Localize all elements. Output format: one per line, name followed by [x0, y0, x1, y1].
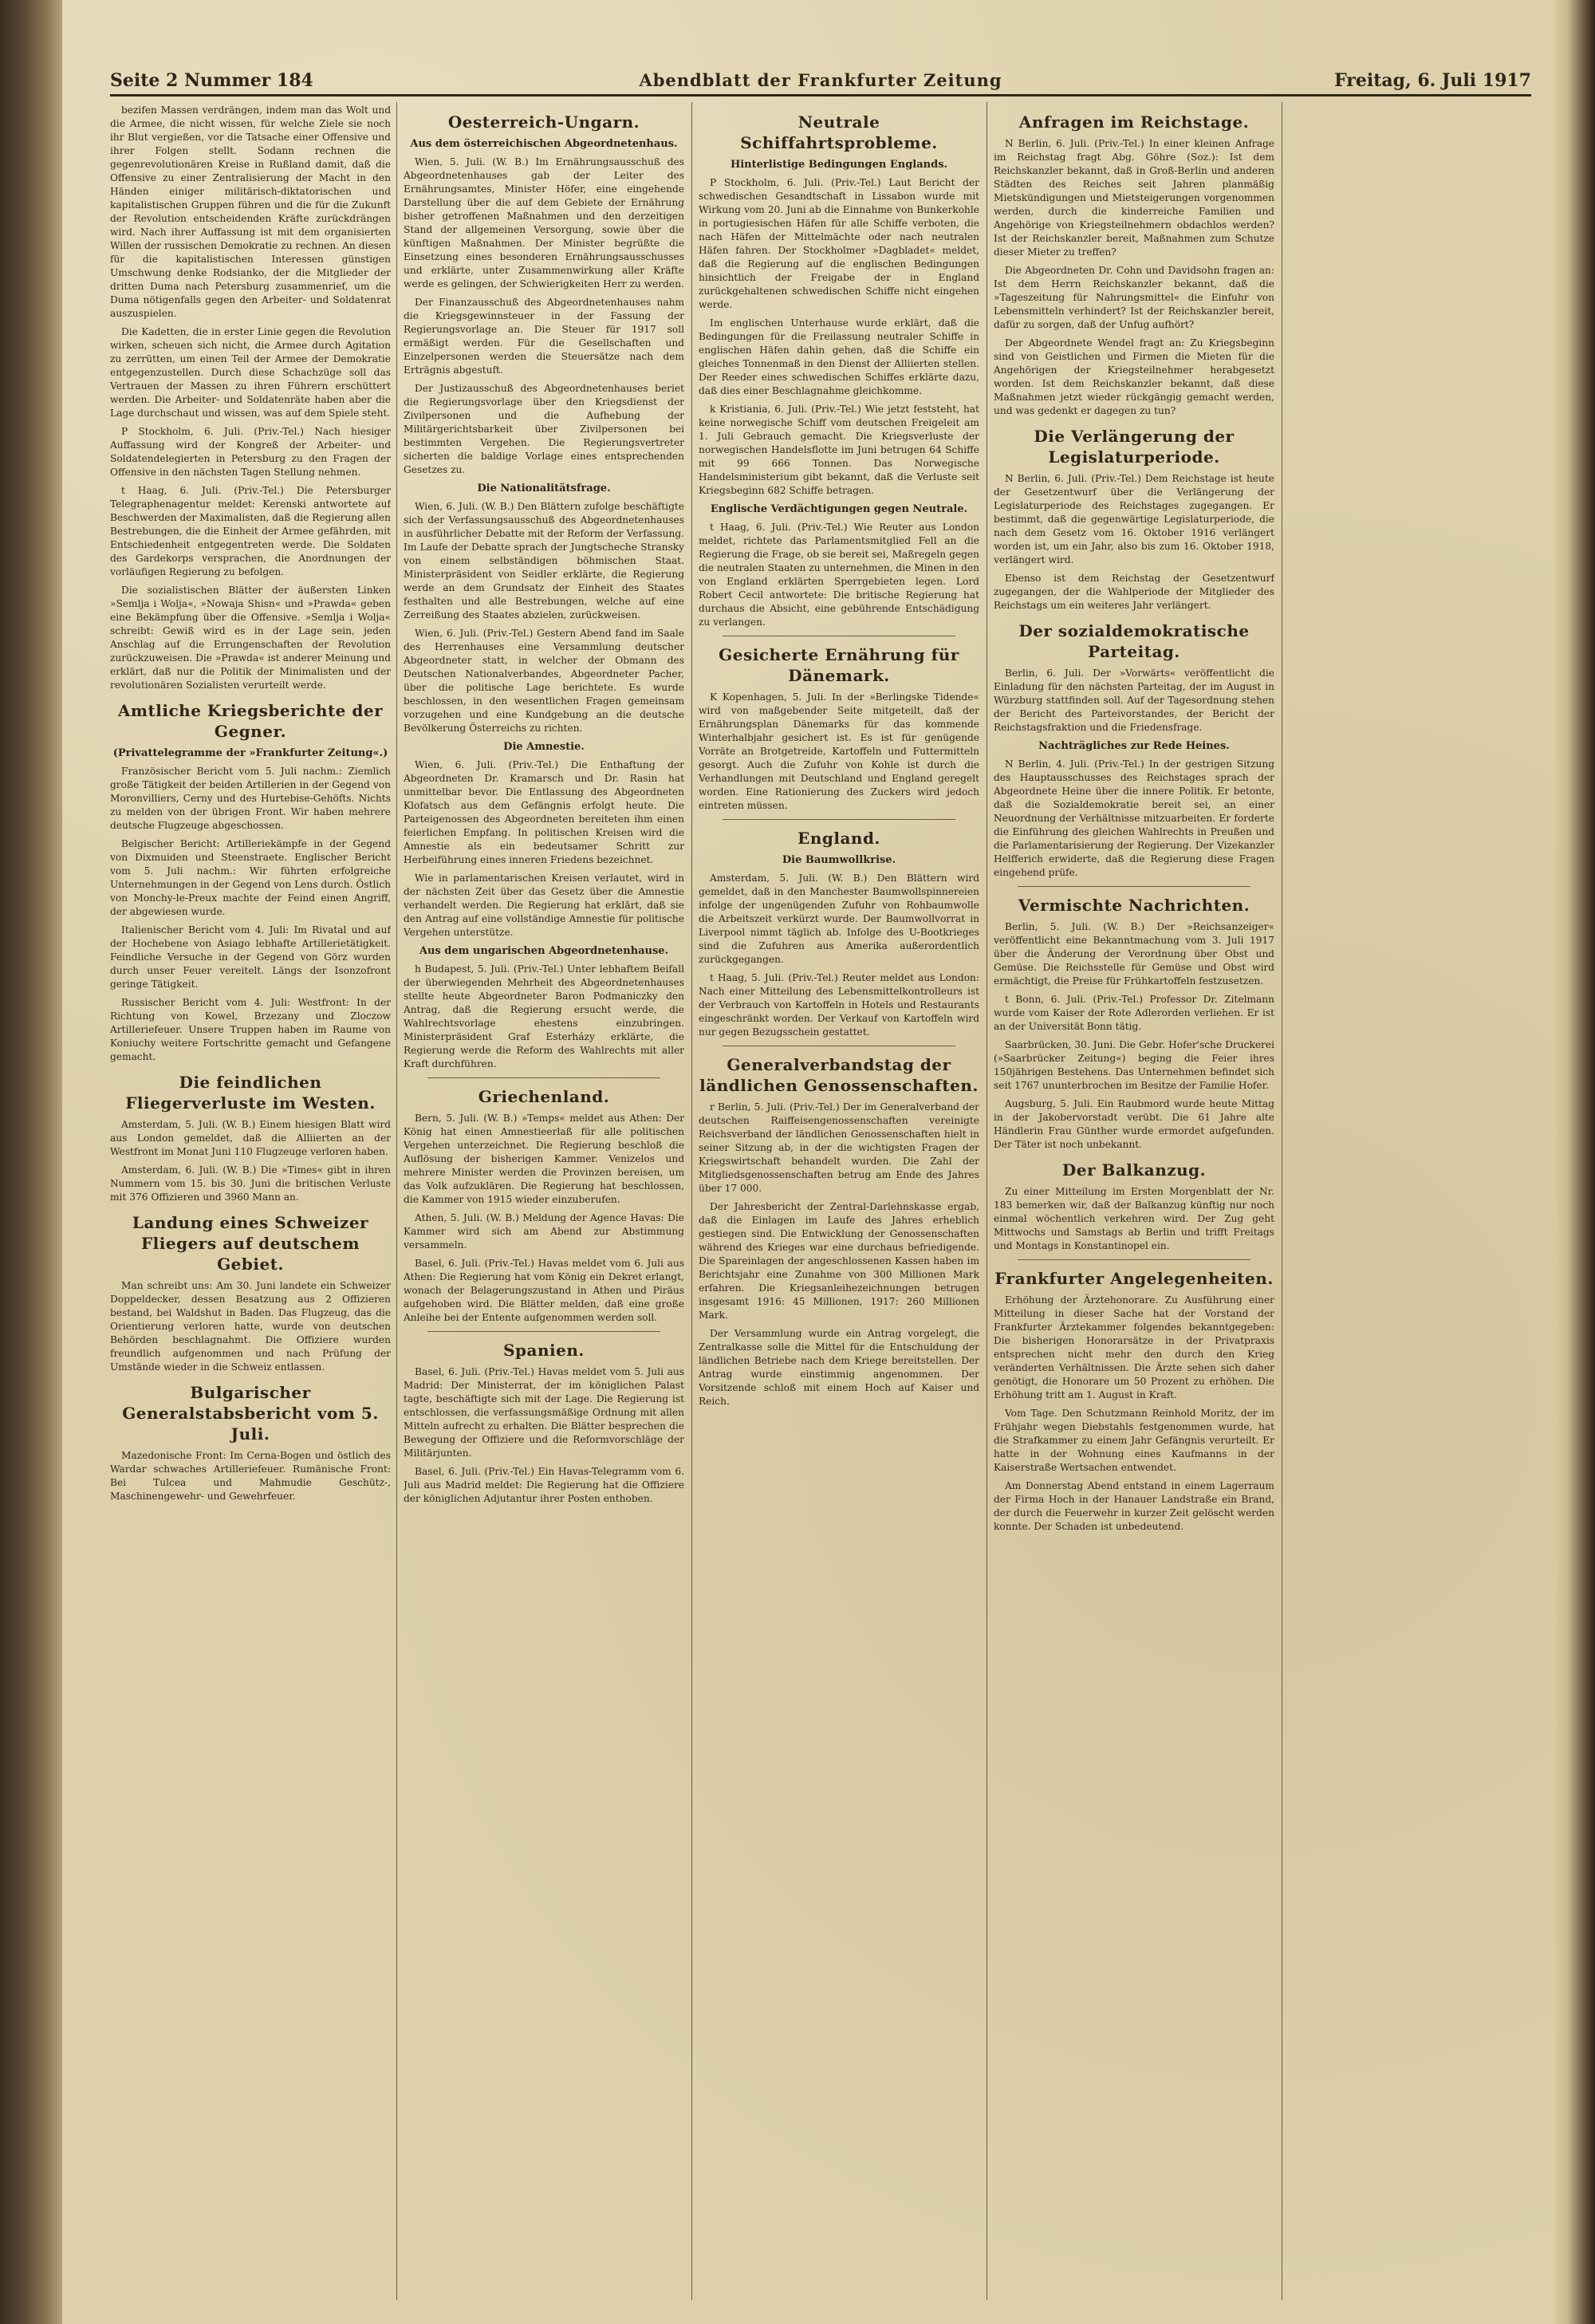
article-paragraph: Bern, 5. Juli. (W. B.) »Temps« meldet aus Athen: Der König hat einen Amnestieerlaß für alle politischen Vergehen unterzeichnet. Die Regierung beschloß die Auflösung der bisherigen Kammer. Venizelos und mehrere Minister werden die Provinzen bereisen, um das Volk aufzuklären. Die Regierung hat beschlossen, die Kammer von 1915 wieder einzuberufen. — [404, 1113, 684, 1205]
section-divider — [723, 819, 955, 820]
section-heading: Neutrale Schiffahrtsprobleme. — [740, 112, 938, 152]
article-paragraph: N Berlin, 4. Juli. (Priv.-Tel.) In der gestrigen Sitzung des Hauptausschusses des Reichstages sprach der Abgeordnete Heine über die innere Politik. Er betonte, daß die Sozialdemokratie bereit sei, an einer Neuordnung der Verhältnisse mitzuarbeiten. Er forderte die Einführung des gleichen Wahlrechts in Preußen und die Parlamentarisierung der Regierung. Der Vizekanzler Helfferich erwiderte, daß die Regierung diese Fragen eingehend prüfe. — [994, 758, 1274, 878]
section-heading: Die Verlängerung der Legislaturperiode. — [1034, 427, 1235, 467]
article-paragraph: Wien, 6. Juli. (Priv.-Tel.) Die Enthaftung der Abgeordneten Dr. Kramarsch und Dr. Rasin hat unmittelbar bevor. Die Entlassung des Abgeordneten Klofatsch aus dem Gefängnis erfolgt heute. Die Parteigenossen des Abgeordneten bereiteten ihm einen feierlichen Empfang. In politischen Kreisen wird die Amnestie als ein bedeutsamer Schritt zur Herbeiführung eines inneren Friedens bezeichnet. — [404, 759, 684, 865]
section-heading: Gesicherte Ernährung für Dänemark. — [719, 645, 959, 685]
newspaper-title: Abendblatt der Frankfurter Zeitung — [639, 70, 1002, 90]
article-paragraph: Amsterdam, 5. Juli. (W. B.) Den Blättern wird gemeldet, daß in den Manchester Baumwollspinnereien infolge der ungenügenden Zufuhr von Rohbaumwolle die Arbeitszeit verkürzt wurde. Der Baumwollvorrat in Liverpool nimmt täglich ab. Infolge des U-Bootkrieges sind die Zufuhren aus Amerika außerordentlich zurückgegangen. — [699, 872, 979, 965]
article-paragraph: Die Abgeordneten Dr. Cohn und Davidsohn fragen an: Ist dem Herrn Reichskanzler bekannt, daß die »Tageszeitung für Nahrungsmittel« die Einfuhr von Lebensmitteln verhindert? Ist der Reichskanzler bereit, dafür zu sorgen, daß der Unfug aufhört? — [994, 265, 1274, 330]
article-paragraph: t Bonn, 6. Juli. (Priv.-Tel.) Professor Dr. Zitelmann wurde vom Kaiser der Rote Adlerorden verliehen. Er ist an der Universität Bonn tätig. — [994, 994, 1274, 1032]
article-paragraph: Amsterdam, 5. Juli. (W. B.) Einem hiesigen Blatt wird aus London gemeldet, daß die Alliierten an der Westfront im Monat Juni 110 Flugzeuge verloren haben. — [110, 1119, 391, 1157]
section-subheading: Englische Verdächtigungen gegen Neutrale. — [710, 503, 968, 515]
article-paragraph: Ebenso ist dem Reichstag der Gesetzentwurf zugegangen, der die Wahlperiode der Mitglieder des Reichstags um ein weiteres Jahr verlängert. — [994, 573, 1274, 611]
section-heading: Bulgarischer Generalstabsbericht vom 5. Juli. — [122, 1383, 379, 1444]
article-paragraph: Zu einer Mitteilung im Ersten Morgenblatt der Nr. 183 bemerken wir, daß der Balkanzug künftig nur noch einmal wöchentlich verkehren wird. Der Zug geht Mittwochs und Samstags ab Berlin und trifft Freitags und Montags in Konstantinopel ein. — [994, 1186, 1274, 1251]
article-paragraph: Basel, 6. Juli. (Priv.-Tel.) Havas meldet vom 6. Juli aus Athen: Die Regierung hat vom König ein Dekret erlangt, wonach der Belagerungszustand in Athen und Piräus aufgehoben wird. Die Blätter melden, daß eine große Anleihe bei der Entente aufgenommen werden soll. — [404, 1258, 684, 1323]
article-paragraph: Erhöhung der Ärztehonorare. Zu Ausführung einer Mitteilung in dieser Sache hat der Vorstand der Frankfurter Ärztekammer folgendes bekanntgegeben: Die bisherigen Honorarsätze in der Privatpraxis entsprechen nicht mehr den durch den Krieg veränderten Verhältnissen. Die Ärzte sehen sich daher genötigt, die Honorare um 50 Prozent zu erhöhen. Die Erhöhung tritt am 1. August in Kraft. — [994, 1294, 1274, 1400]
article-paragraph: Der Finanzausschuß des Abgeordnetenhauses nahm die Kriegsgewinnsteuer in der Fassung der Regierungsvorlage an. Die Steuer für 1917 soll ermäßigt werden. Für die Gesellschaften und Einzelpersonen werden die Steuersätze nach dem Erträgnis abgestuft. — [404, 297, 684, 376]
section-heading: Amtliche Kriegsberichte der Gegner. — [117, 701, 384, 741]
column-divider — [396, 102, 397, 2300]
article-paragraph: Wie in parlamentarischen Kreisen verlautet, wird in der nächsten Zeit über das Gesetz über die Amnestie verhandelt werden. Die Regierung hat erklärt, daß sie den Antrag auf eine vollständige Amnestie für politische Vergehen unterstütze. — [404, 872, 684, 938]
section-divider — [1018, 1259, 1250, 1260]
section-heading: Der Balkanzug. — [1061, 1160, 1207, 1180]
article-paragraph: Vom Tage. Den Schutzmann Reinhold Moritz, der im Frühjahr wegen Diebstahls festgenommen wurde, hat die Strafkammer zu einem Jahr Gefängnis verurteilt. Er hatte in der Wohnung eines Kaufmanns in der Kaiserstraße Wertsachen entwendet. — [994, 1408, 1274, 1473]
column-2 — [404, 104, 684, 2300]
article-paragraph: Italienischer Bericht vom 4. Juli: Im Rivatal und auf der Hochebene von Asiago lebhafte Artillerietätigkeit. Feindliche Versuche in der Gegend von Görz wurden durch unser Feuer vereitelt. Längs der Isonzofront geringe Tätigkeit. — [110, 924, 391, 990]
article-paragraph: P Stockholm, 6. Juli. (Priv.-Tel.) Nach hiesiger Auffassung wird der Kongreß der Arbeiter- und Soldatendelegierten in Petersburg zu den Fragen der Offensive in den nächsten Tagen Stellung nehmen. — [110, 426, 391, 478]
article-paragraph: Man schreibt uns: Am 30. Juni landete ein Schweizer Doppeldecker, dessen Besatzung aus 2 Offizieren bestand, bei Waldshut in Baden. Das Flugzeug, das die Orientierung verloren hatte, wurde von deutschen Behörden beschlagnahmt. Die Offiziere wurden freundlich aufgenommen und nach Prüfung der Umstände wieder in die Schweiz entlassen. — [110, 1280, 391, 1373]
section-heading: Der sozialdemokratische Parteitag. — [1018, 621, 1250, 661]
article-paragraph: Der Abgeordnete Wendel fragt an: Zu Kriegsbeginn sind von Geistlichen und Firmen die Mieten für die Angehörigen der Kriegsteilnehmer herabgesetzt worden. Ist dem Reichskanzler bekannt, daß diese Maßnahmen jetzt wieder rückgängig gemacht werden, und was gedenkt er dagegen zu tun? — [994, 337, 1274, 416]
article-paragraph: Berlin, 6. Juli. Der »Vorwärts« veröffentlicht die Einladung für den nächsten Parteitag, der im August in Würzburg stattfinden soll. Auf der Tagesordnung stehen der Bericht des Parteivorstandes, der Bericht der Reichstagsfraktion und die Friedensfrage. — [994, 668, 1274, 733]
section-heading: England. — [798, 829, 880, 848]
article-paragraph: Der Jahresbericht der Zentral-Darlehnskasse ergab, daß die Einlagen im Laufe des Jahres erheblich gestiegen sind. Die Entwicklung der Genossenschaften während des Krieges war eine durchaus befriedigende. Die Spareinlagen der angeschlossenen Kassen haben im Berichtsjahr eine Zunahme von 300 Millionen Mark erfahren. Die Kriegsanleihezeichnungen betrugen insgesamt 1916: 45 Millionen, 1917: 260 Millionen Mark. — [699, 1201, 979, 1321]
section-subheading: Aus dem österreichischen Abgeordnetenhaus. — [410, 138, 678, 150]
article-paragraph: bezifen Massen verdrängen, indem man das Wolt und die Armee, die nicht wissen, für welche Ziele sie noch ihr Blut vergießen, vor die Tatsache einer Offensive und ihrer Folgen stellt. Sodann rechnen die gegenrevolutionären Kreise in Rußland damit, daß die Offensive zu einer Zentralisierung der Macht in den Händen einiger militärisch-diktatorischen und kapitalistischen Gruppen führen und die für die Zukunft der Revolution entscheidenden Kräfte zurückdrängen wird. Nach ihrer Auffassung ist mit dem organisierten Willen der russischen Demokratie zu rechnen. An diesen für die kapitalistischen Interessen günstigen Umschwung denke Rodsianko, der die Mitglieder der dritten Duma nach Petersburg zusammenrief, um die Duma nötigenfalls gegen den Arbeiter- und Soldatenrat auszuspielen. — [110, 104, 391, 319]
article-paragraph: Berlin, 5. Juli. (W. B.) Der »Reichsanzeiger« veröffentlicht eine Bekanntmachung vom 3. Juli 1917 über die Änderung der Verordnung über Obst und Gemüse. Die Reichsstelle für Gemüse und Obst wird ermächtigt, die Preise für Frühkartoffeln festzusetzen. — [994, 921, 1274, 987]
article-paragraph: h Budapest, 5. Juli. (Priv.-Tel.) Unter lebhaftem Beifall der überwiegenden Mehrheit des Abgeordnetenhauses stellte heute Abgeordneter Baron Podmaniczky den Antrag, daß die Regierung ersucht werde, die Wahlrechtsvorlage ehestens einzubringen. Ministerpräsident Graf Esterházy erklärte, die Regierung werde die Reform des Wahlrechts mit aller Kraft durchführen. — [404, 963, 684, 1069]
article-paragraph: Wien, 5. Juli. (W. B.) Im Ernährungsausschuß des Abgeordnetenhauses gab der Leiter des Ernährungsamtes, Minister Höfer, eine eingehende Darstellung über die auf dem Gebiete der Ernährung bisher getroffenen Maßnahmen und den derzeitigen Stand der allgemeinen Versorgung, sowie über die künftigen Maßnahmen. Der Minister begrüßte die Einsetzung eines besonderen Ernährungsausschusses und erklärte, unter Zusammenwirkung aller Kräfte werde es gelingen, der Schwierigkeiten Herr zu werden. — [404, 156, 684, 290]
section-heading: Die feindlichen Fliegerverluste im Westen. — [125, 1073, 376, 1113]
section-subheading: Die Baumwollkrise. — [782, 854, 896, 866]
section-heading: Spanien. — [503, 1341, 585, 1360]
article-paragraph: Im englischen Unterhause wurde erklärt, daß die Bedingungen für die Freilassung neutraler Schiffe in englischen Häfen dahin gehen, daß die Schiffe ein gleiches Tonnenmaß in den Dienst der Alliierten stellen. Der Reeder eines schwedischen Schiffes erklärte dazu, daß dies einer Beschlagnahme gleichkomme. — [699, 317, 979, 396]
article-paragraph: Wien, 6. Juli. (Priv.-Tel.) Gestern Abend fand im Saale des Herrenhauses eine Versammlung deutscher Abgeordneter statt, in welcher der Obmann des Deutschen Nationalverbandes, Abgeordneter Pacher, über die politische Lage berichtete. Es wurde beschlossen, in den wesentlichen Fragen gemeinsam vorzugehen und eine Kundgebung an die deutsche Bevölkerung Österreichs zu richten. — [404, 628, 684, 734]
article-paragraph: Die Kadetten, die in erster Linie gegen die Revolution wirken, scheuen sich nicht, die Armee durch Agitation zu zerrütten, um einen Teil der Armee der Demokratie entgegenzustellen. Durch diese Schachzüge soll das Vertrauen der Massen zu ihren Führern erschüttert werden. Die Arbeiter- und Soldatenräte haben aber die Lage durchschaut und wissen, was auf dem Spiele steht. — [110, 326, 391, 419]
article-paragraph: K Kopenhagen, 5. Juli. In der »Berlingske Tidende« wird von maßgebender Seite mitgeteilt, daß der Ernährungsplan Dänemarks für das kommende Winterhalbjahr gesichert ist. Es ist für genügende Vorräte an Brotgetreide, Kartoffeln und Futtermitteln gesorgt. Auch die Zufuhr von Kohle ist durch die Verhandlungen mit Deutschland und England geregelt worden. Eine Rationierung des Zuckers wird jedoch eintreten müssen. — [699, 691, 979, 811]
section-divider — [427, 1077, 660, 1078]
section-divider — [427, 1331, 660, 1332]
article-paragraph: P Stockholm, 6. Juli. (Priv.-Tel.) Laut Bericht der schwedischen Gesandtschaft in Lissabon wurde mit Wirkung vom 20. Juni ab die Einnahme von Bunkerkohle in portugiesischen Häfen für alle Schiffe verboten, die nach Häfen der Mittelmächte oder nach neutralen Häfen fahren. Der Stockholmer »Dagbladet« meldet, daß die Regierung auf die englischen Bedingungen hinsichtlich der Freigabe der in England zurückgehaltenen schwedischen Schiffe nicht eingehen werde. — [699, 177, 979, 310]
section-heading: Griechenland. — [478, 1087, 610, 1106]
article-paragraph: t Haag, 6. Juli. (Priv.-Tel.) Die Petersburger Telegraphenagentur meldet: Kerenski antwortete auf Beschwerden der Maximalisten, daß die Regierung allen Bestrebungen, die die Einheit der Armee gefährden, mit Entschiedenheit entgegentreten werde. Die Soldaten des Gardekorps versprachen, die Anordnungen der vorläufigen Regierung zu befolgen. — [110, 485, 391, 577]
article-paragraph: t Haag, 5. Juli. (Priv.-Tel.) Reuter meldet aus London: Nach einer Mitteilung des Lebensmittelkontrolleurs ist der Verbrauch von Kartoffeln in Hotels und Restaurants eingeschränkt worden. Der Verkauf von Kartoffeln wird nur gegen Bezugsschein gestattet. — [699, 972, 979, 1038]
page-number: Seite 2 Nummer 184 — [110, 70, 313, 91]
article-paragraph: Russischer Bericht vom 4. Juli: Westfront: In der Richtung von Kowel, Brzezany und Zloczow Artilleriefeuer. Unsere Truppen haben im Raume von Koniuchy weitere Fortschritte gemacht und Gefangene gemacht. — [110, 997, 391, 1062]
article-paragraph: Französischer Bericht vom 5. Juli nachm.: Ziemlich große Tätigkeit der beiden Artillerien in der Gegend von Moronvilliers, Cerny und des Hurtebise-Gehöfts. Nichts zu melden von der übrigen Front. Wir haben mehrere deutsche Flugzeuge abgeschossen. — [110, 766, 391, 831]
article-paragraph: Basel, 6. Juli. (Priv.-Tel.) Havas meldet vom 5. Juli aus Madrid: Der Ministerrat, der im königlichen Palast tagte, beschäftigte sich mit der Lage. Die Regierung ist entschlossen, die verfassungsmäßige Ordnung mit allen Mitteln aufrecht zu erhalten. Die Blätter besprechen die Bewegung der Offiziere und die Reformvorschläge der Militärjunten. — [404, 1366, 684, 1459]
article-paragraph: Belgischer Bericht: Artilleriekämpfe in der Gegend von Dixmuiden und Steenstraete. Englischer Bericht vom 5. Juli nachm.: Wir führten erfolgreiche Unternehmungen in der Gegend von Lens durch. Östlich von Monchy-le-Preux machte der Feind einen Angriff, der abgewiesen wurde. — [110, 838, 391, 917]
article-paragraph: Am Donnerstag Abend entstand in einem Lagerraum der Firma Hoch in der Hanauer Landstraße ein Brand, der durch die Feuerwehr in kurzer Zeit gelöscht werden konnte. Der Schaden ist unbedeutend. — [994, 1480, 1274, 1532]
section-subheading: Die Nationalitätsfrage. — [477, 483, 611, 494]
section-divider — [1018, 886, 1250, 887]
section-subheading: Aus dem ungarischen Abgeordnetenhause. — [419, 945, 669, 957]
article-paragraph: r Berlin, 5. Juli. (Priv.-Tel.) Der im Generalverband der deutschen Raiffeisengenossenschaften vereinigte Reichsverband der ländlichen Genossenschaften hielt in seiner Sitzung ab, in der die wichtigsten Fragen der Kriegswirtschaft behandelt wurden. Die Zahl der Mitgliedsgenossenschaften betrug am Ende des Jahres über 17 000. — [699, 1101, 979, 1194]
article-paragraph: Basel, 6. Juli. (Priv.-Tel.) Ein Havas-Telegramm vom 6. Juli aus Madrid meldet: Die Regierung hat die Offiziere der königlichen Adjutantur ihrer Posten enthoben. — [404, 1466, 684, 1504]
next-page-edge — [1555, 0, 1595, 2324]
section-heading: Generalverbandstag der ländlichen Genossenschaften. — [699, 1055, 979, 1095]
book-binding — [0, 0, 62, 2324]
section-subheading: Hinterlistige Bedingungen Englands. — [730, 159, 948, 171]
article-paragraph: Mazedonische Front: Im Cerna-Bogen und östlich des Wardar schwaches Artilleriefeuer. Rumänische Front: Bei Tulcea und Mahmudie Geschütz-, Maschinengewehr- und Gewehrfeuer. — [110, 1450, 391, 1502]
column-3 — [699, 104, 979, 2300]
column-4 — [994, 104, 1274, 2300]
newspaper-page — [62, 0, 1555, 2324]
masthead — [110, 65, 1531, 97]
section-heading: Frankfurter Angelegenheiten. — [994, 1269, 1274, 1288]
article-paragraph: Amsterdam, 6. Juli. (W. B.) Die »Times« gibt in ihren Nummern vom 15. bis 30. Juni die britischen Verluste mit 376 Offizieren und 3960 Mann an. — [110, 1164, 391, 1203]
section-heading: Oesterreich-Ungarn. — [447, 112, 640, 132]
section-subheading: Nachträgliches zur Rede Heines. — [1038, 740, 1230, 752]
column-divider — [691, 102, 692, 2300]
article-paragraph: Athen, 5. Juli. (W. B.) Meldung der Agence Havas: Die Kammer wird sich am Abend zur Abstimmung versammeln. — [404, 1212, 684, 1251]
article-paragraph: Die sozialistischen Blätter der äußersten Linken »Semlja i Wolja«, »Nowaja Shisn« und »Prawda« geben eine Bekämpfung über die Offensive. »Semlja i Wolja« schreibt: Gewiß wird es in der Lage sein, jeden Anschlag auf die Errungenschaften der Revolution zurückzuweisen. Die »Prawda« ist anderer Meinung und erklärt, daß nur die Politik der Minimalisten und der revolutionären Sozialisten verurteilt werde. — [110, 585, 391, 691]
section-heading: Landung eines Schweizer Fliegers auf deutschem Gebiet. — [132, 1213, 369, 1274]
article-paragraph: Wien, 6. Juli. (W. B.) Den Blättern zufolge beschäftigte sich der Verfassungsausschuß des Abgeordnetenhauses in ausführlicher Debatte mit der Reform der Verfassung. Im Laufe der Debatte sprach der Jungtscheche Stransky von einem selbständigen böhmischen Staat. Ministerpräsident von Seidler erklärte, die Regierung werde an dem Grundsatz der Einheit des Staates festhalten und alle Bestrebungen, welche auf eine Zerreißung des Staates abzielen, zurückweisen. — [404, 501, 684, 620]
issue-date: Freitag, 6. Juli 1917 — [1334, 70, 1531, 91]
article-paragraph: Saarbrücken, 30. Juni. Die Gebr. Hofer'sche Druckerei (»Saarbrücker Zeitung«) beging die Feier ihres 150jährigen Bestehens. Das Unternehmen befindet sich seit 1767 ununterbrochen im Besitze der Familie Hofer. — [994, 1039, 1274, 1091]
section-heading: Vermischte Nachrichten. — [1018, 896, 1250, 915]
section-subheading: Die Amnestie. — [503, 741, 585, 753]
article-paragraph: Der Versammlung wurde ein Antrag vorgelegt, die Zentralkasse solle die Mittel für die Entschuldung der ländlichen Betriebe nach dem Kriege bereitstellen. Der Antrag wurde einstimmig angenommen. Der Vorsitzende schloß mit einem Hoch auf Kaiser und Reich. — [699, 1328, 979, 1407]
column-1 — [110, 104, 391, 2300]
article-paragraph: Augsburg, 5. Juli. Ein Raubmord wurde heute Mittag in der Jakobervorstadt verübt. Die 61 Jahre alte Händlerin Frau Günther wurde ermordet aufgefunden. Der Täter ist noch unbekannt. — [994, 1098, 1274, 1150]
article-paragraph: t Haag, 6. Juli. (Priv.-Tel.) Wie Reuter aus London meldet, richtete das Parlamentsmitglied Fell an die Regierung die Frage, ob sie bereit sei, Maßregeln gegen die neutralen Staaten zu unternehmen, die Minen in den von England erklärten Sperrgebieten legen. Lord Robert Cecil antwortete: Die britische Regierung hat durchaus die Absicht, eine gebührende Entschädigung zu verlangen. — [699, 522, 979, 628]
article-paragraph: Der Justizausschuß des Abgeordnetenhauses beriet die Regierungsvorlage über den Kriegsdienst der Zivilpersonen und die Aufhebung der Militärgerichtsbarkeit über Zivilpersonen bei bestimmten Vergehen. Die Regierungsvertreter sicherten die baldige Vorlage eines entsprechenden Gesetzes zu. — [404, 383, 684, 475]
section-subheading: (Privattelegramme der »Frankfurter Zeitung«.) — [112, 747, 388, 759]
section-heading: Anfragen im Reichstage. — [1018, 112, 1250, 132]
article-paragraph: N Berlin, 6. Juli. (Priv.-Tel.) In einer kleinen Anfrage im Reichstag fragt Abg. Göhre (Soz.): Ist dem Reichskanzler bekannt, daß in Groß-Berlin und anderen Städten des Reiches seit Jahren planmäßig Mietskündigungen und Mietsteigerungen vorgenommen werden, durch die kinderreiche Familien und Angehörige von Kriegsteilnehmern obdachlos werden? Ist der Reichskanzler bereit, Maßnahmen zum Schutze dieser Mieter zu treffen? — [994, 138, 1274, 258]
article-paragraph: k Kristiania, 6. Juli. (Priv.-Tel.) Wie jetzt feststeht, hat keine norwegische Schiff vom deutschen Freigeleit am 1. Juli Gebrauch gemacht. Die Kriegsverluste der norwegischen Handelsflotte im Juni betrugen 64 Schiffe mit 99 666 Tonnen. Das Norwegische Handelsministerium gibt bekannt, daß die Verluste seit Kriegsbeginn 682 Schiffe betragen. — [699, 404, 979, 496]
article-paragraph: N Berlin, 6. Juli. (Priv.-Tel.) Dem Reichstage ist heute der Gesetzentwurf über die Verlängerung der Legislaturperiode des Reichstages zugegangen. Er bestimmt, daß die gegenwärtige Legislaturperiode, die nach dem Gesetz vom 16. Oktober 1916 verlängert worden ist, um ein Jahr, also bis zum 16. Oktober 1918, verlängert wird. — [994, 473, 1274, 565]
